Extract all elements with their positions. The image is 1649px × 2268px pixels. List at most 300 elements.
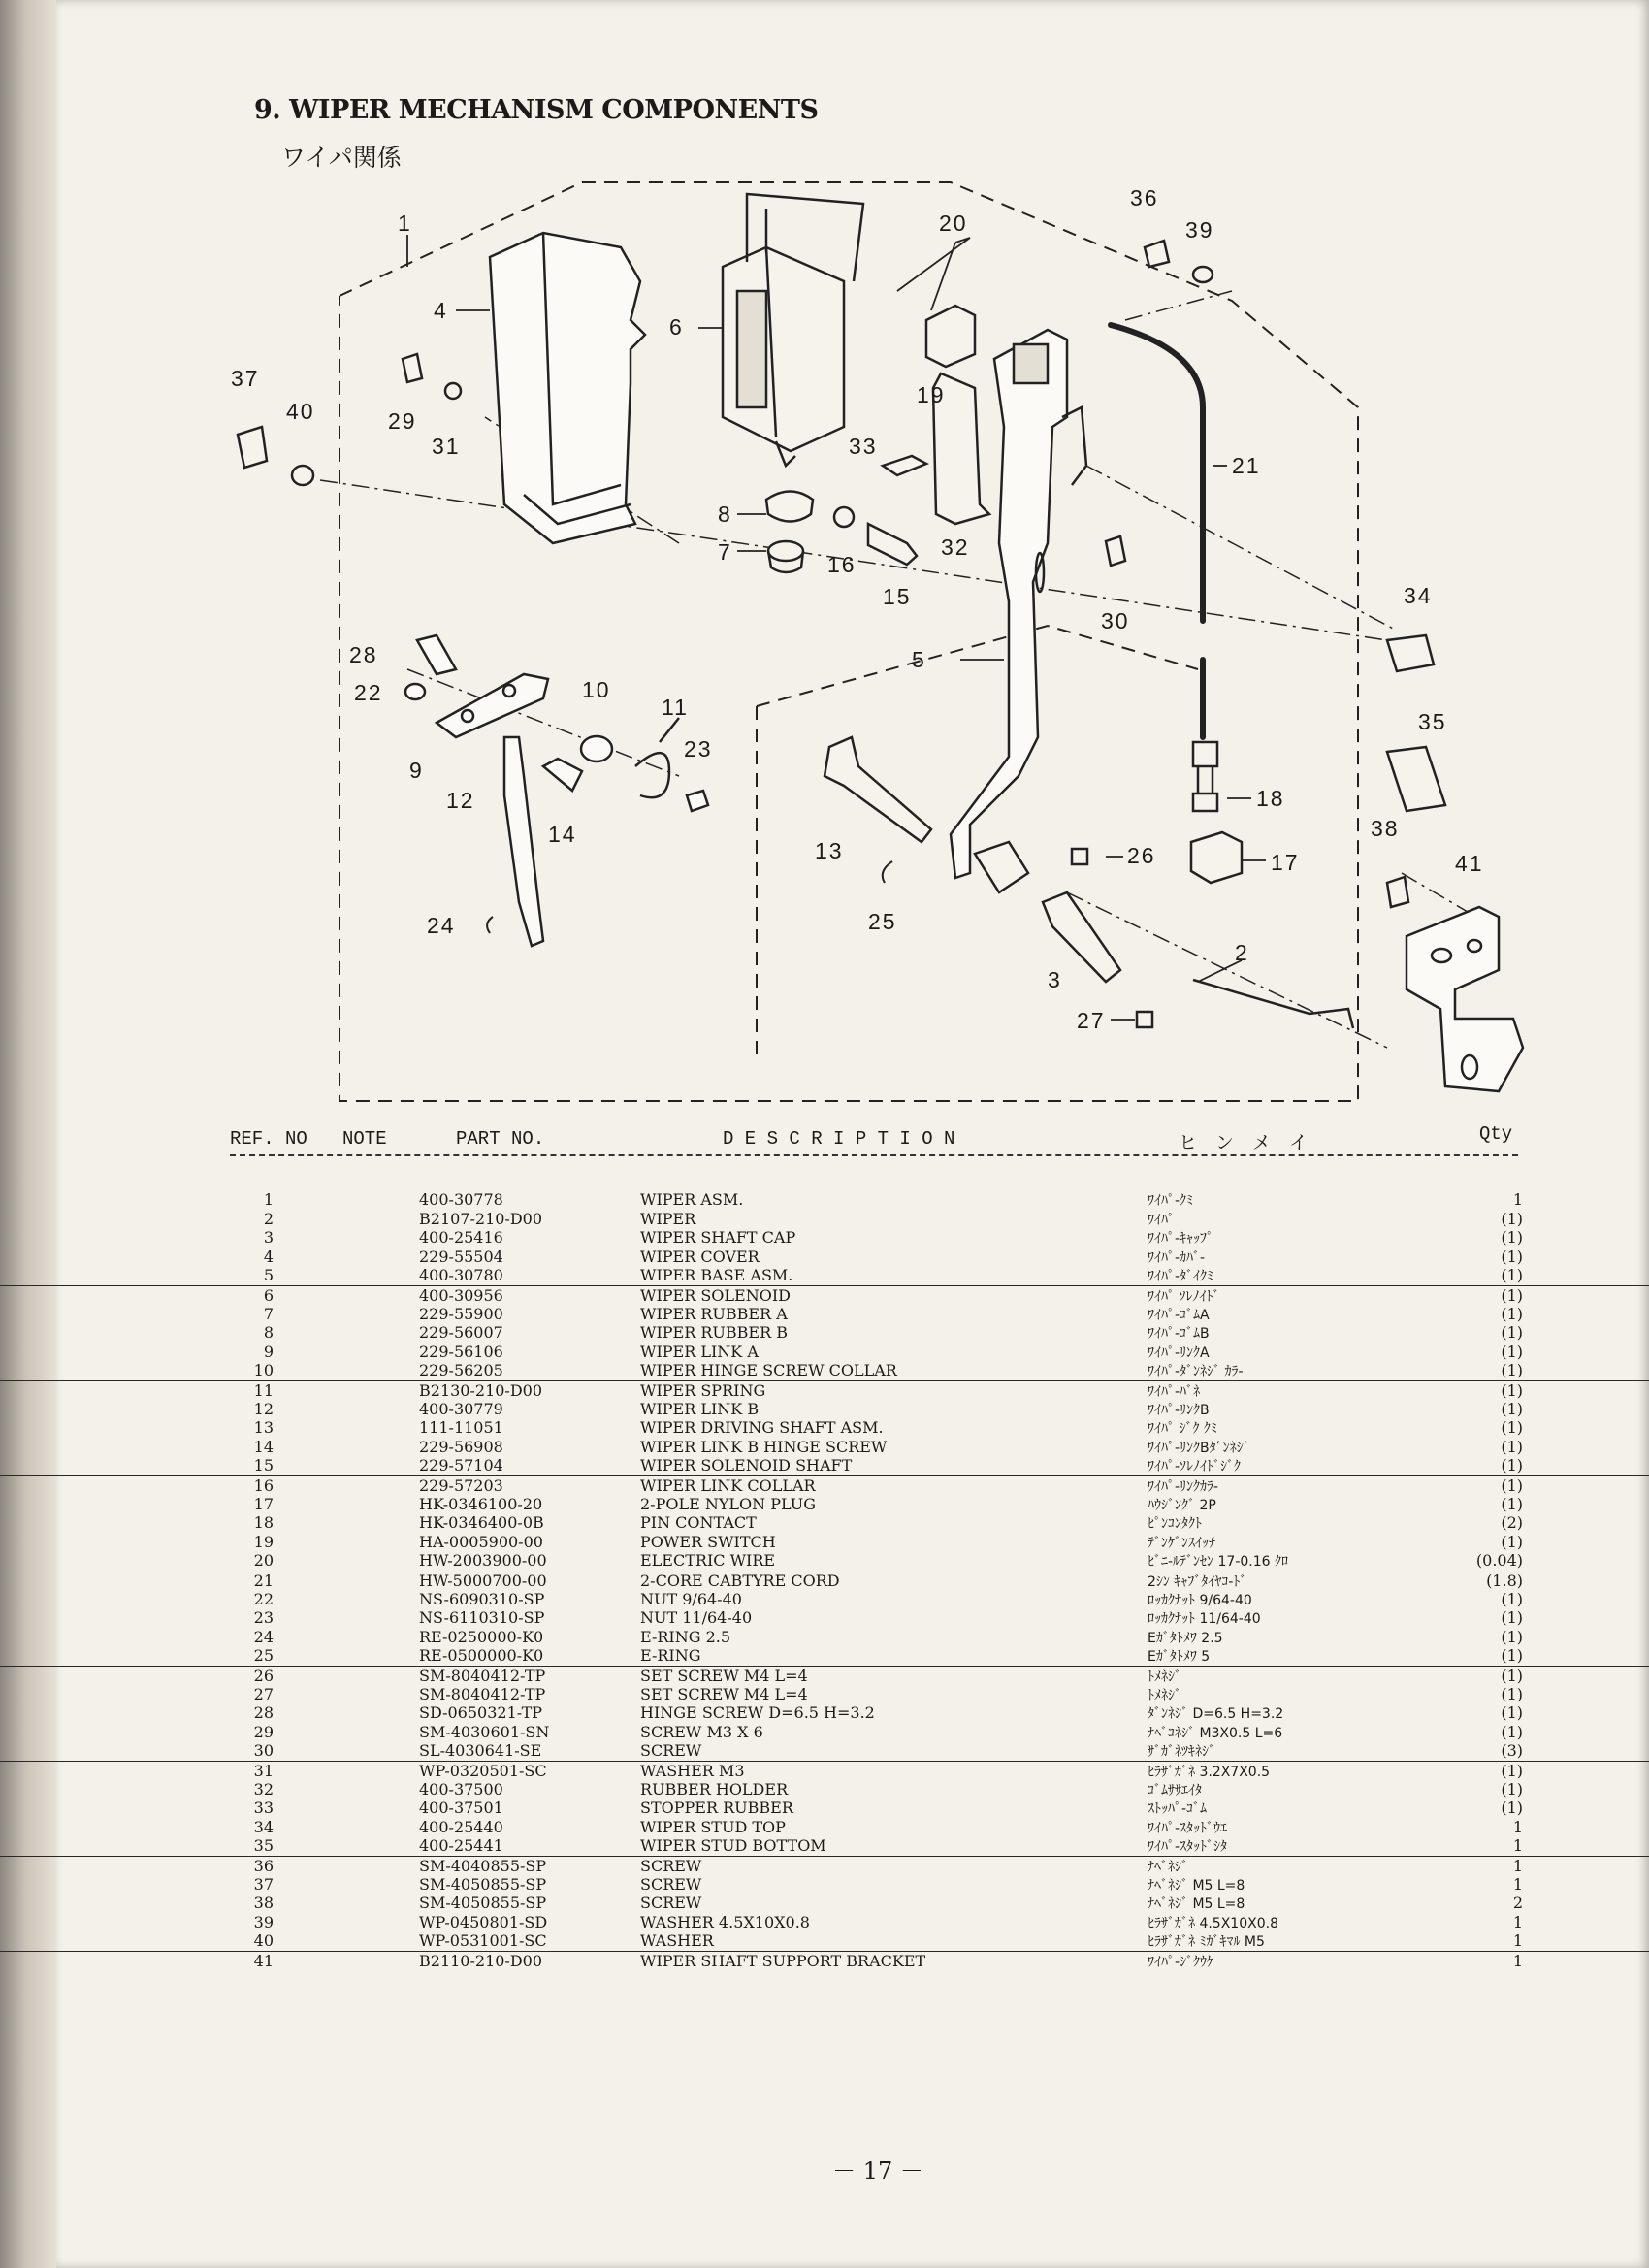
callout-14: 14 bbox=[548, 822, 577, 847]
ref-cell: 32 bbox=[253, 1779, 274, 1798]
qty-cell: (1) bbox=[1501, 1323, 1523, 1343]
stopper-rubber-part bbox=[883, 456, 926, 475]
table-row bbox=[0, 1400, 1649, 1419]
description-cell: WIPER BASE ASM. bbox=[640, 1266, 793, 1285]
kana-name-cell: ﾋﾟﾝｺﾝﾀｸﾄ bbox=[1148, 1516, 1202, 1533]
callout-37: 37 bbox=[231, 366, 260, 391]
wiper-link-a-part bbox=[436, 674, 548, 737]
kana-name-cell: Eｶﾞﾀﾄﾒﾜ 2.5 bbox=[1148, 1630, 1223, 1646]
table-row bbox=[0, 1798, 1649, 1818]
wiper-link-b-hub-part bbox=[975, 842, 1028, 892]
part-number-cell: SM-8040412-TP bbox=[419, 1684, 546, 1703]
callout-11: 11 bbox=[662, 695, 689, 720]
callout-4: 4 bbox=[434, 298, 448, 323]
ref-cell: 34 bbox=[253, 1817, 274, 1836]
description-cell: HINGE SCREW D=6.5 H=3.2 bbox=[640, 1703, 875, 1723]
description-cell: WIPER STUD BOTTOM bbox=[640, 1836, 826, 1856]
table-row bbox=[0, 1894, 1649, 1913]
qty-cell: (1) bbox=[1501, 1342, 1523, 1361]
part-number-cell: 400-25441 bbox=[419, 1836, 503, 1856]
table-row bbox=[0, 1723, 1649, 1742]
callout-40: 40 bbox=[286, 399, 315, 424]
callout-35: 35 bbox=[1418, 709, 1447, 734]
ref-cell: 23 bbox=[253, 1608, 274, 1628]
description-cell: NUT 11/64-40 bbox=[640, 1608, 753, 1628]
description-cell: SCREW bbox=[640, 1874, 702, 1894]
kana-name-cell: ｺﾞﾑｻｻｴｲﾀ bbox=[1148, 1782, 1202, 1798]
callout-36: 36 bbox=[1130, 185, 1159, 211]
ref-cell: 31 bbox=[253, 1762, 274, 1780]
callout-18: 18 bbox=[1256, 786, 1285, 811]
part-number-cell: HK-0346400-0B bbox=[419, 1513, 544, 1533]
part-number-cell: SM-4030601-SN bbox=[419, 1722, 550, 1741]
part-number-cell: HA-0005900-00 bbox=[419, 1532, 543, 1551]
part-number-cell: 400-30780 bbox=[419, 1266, 503, 1285]
ref-cell: 12 bbox=[253, 1399, 274, 1418]
qty-cell: (1) bbox=[1501, 1361, 1523, 1380]
wiper-stud-top-part bbox=[1387, 635, 1434, 671]
qty-cell: (1) bbox=[1501, 1667, 1523, 1685]
callout-30: 30 bbox=[1101, 608, 1130, 633]
table-row bbox=[0, 1418, 1649, 1438]
screw-29-part bbox=[403, 354, 422, 382]
table-row bbox=[0, 1343, 1649, 1362]
kana-name-cell: ﾅﾍﾞﾈｼﾞ bbox=[1148, 1860, 1188, 1875]
qty-cell: (1.8) bbox=[1486, 1571, 1523, 1590]
part-number-cell: 229-57203 bbox=[419, 1476, 503, 1495]
description-cell: SET SCREW M4 L=4 bbox=[640, 1684, 808, 1703]
header-rule bbox=[230, 1154, 1518, 1156]
part-number-cell: 400-37501 bbox=[419, 1798, 503, 1818]
table-row bbox=[0, 1608, 1649, 1628]
description-cell: NUT 9/64-40 bbox=[640, 1589, 742, 1608]
kana-name-cell: ﾛｯｶｸﾅｯﾄ 11/64-40 bbox=[1148, 1611, 1261, 1628]
screw-37-part bbox=[238, 427, 267, 468]
kana-name-cell: ﾅﾍﾞﾈｼﾞ M5 L=8 bbox=[1148, 1896, 1245, 1913]
part-number-cell: 400-30778 bbox=[419, 1190, 503, 1209]
description-cell: WIPER DRIVING SHAFT ASM. bbox=[640, 1418, 884, 1438]
qty-cell: (1) bbox=[1501, 1532, 1523, 1551]
kana-name-cell: ｽﾄｯﾊﾟ-ｺﾞﾑ bbox=[1148, 1801, 1208, 1818]
kana-name-cell: ﾜｲﾊﾟ-ﾘﾝｸｶﾗ- bbox=[1148, 1479, 1219, 1495]
ref-cell: 36 bbox=[253, 1857, 274, 1875]
callout-1: 1 bbox=[398, 211, 412, 236]
kana-name-cell: ﾃﾞﾝｹﾞﾝｽｲｯﾁ bbox=[1148, 1535, 1215, 1551]
ref-cell: 37 bbox=[253, 1874, 274, 1894]
kana-name-cell: ﾊｳｼﾞﾝｸﾞ 2P bbox=[1148, 1497, 1216, 1513]
description-cell: E-RING bbox=[640, 1646, 701, 1666]
col-header-description: D E S C R I P T I O N bbox=[723, 1128, 955, 1150]
table-row bbox=[0, 1703, 1649, 1723]
part-number-cell: SM-4050855-SP bbox=[419, 1874, 547, 1894]
kana-name-cell: ﾜｲﾊﾟ-ｽﾀｯﾄﾞｳｴ bbox=[1148, 1820, 1228, 1836]
table-row bbox=[0, 1210, 1649, 1229]
description-cell: WIPER SPRING bbox=[640, 1381, 766, 1400]
qty-cell: 1 bbox=[1512, 1836, 1523, 1856]
hinge-screw-part bbox=[417, 635, 456, 674]
callout-8: 8 bbox=[718, 502, 732, 527]
hinge-screw-collar-part bbox=[581, 736, 612, 761]
kana-name-cell: ﾜｲﾊﾟ-ｶﾊﾞ- bbox=[1148, 1249, 1206, 1266]
table-row bbox=[0, 1266, 1649, 1285]
ref-cell: 28 bbox=[253, 1703, 274, 1723]
callout-33: 33 bbox=[849, 434, 878, 459]
kana-name-cell: ﾜｲﾊﾟ-ﾘﾝｸB bbox=[1148, 1402, 1210, 1418]
driving-shaft-part bbox=[824, 737, 931, 842]
qty-cell: 1 bbox=[1512, 1931, 1523, 1951]
part-number-cell: SM-4040855-SP bbox=[419, 1857, 547, 1875]
qty-cell: (1) bbox=[1501, 1627, 1523, 1646]
description-cell: SCREW bbox=[640, 1894, 702, 1913]
sub-boundary bbox=[757, 626, 1198, 706]
table-row bbox=[0, 1228, 1649, 1247]
ref-cell: 18 bbox=[253, 1513, 274, 1533]
table-row bbox=[0, 1741, 1649, 1761]
table-row bbox=[0, 1361, 1649, 1380]
table-row bbox=[0, 1551, 1649, 1571]
description-cell: WIPER SHAFT CAP bbox=[640, 1228, 796, 1247]
ref-cell: 5 bbox=[263, 1266, 274, 1285]
qty-cell: (0.04) bbox=[1475, 1551, 1523, 1571]
part-number-cell: 229-56106 bbox=[419, 1342, 503, 1361]
kana-name-cell: ﾜｲﾊﾟ-ﾊﾞﾈ bbox=[1148, 1384, 1201, 1400]
qty-cell: (1) bbox=[1501, 1703, 1523, 1723]
part-number-cell: RE-0250000-K0 bbox=[419, 1627, 544, 1646]
table-row bbox=[0, 1931, 1649, 1951]
qty-cell: (1) bbox=[1501, 1381, 1523, 1400]
table-row bbox=[0, 1590, 1649, 1609]
table-row bbox=[0, 1323, 1649, 1343]
ref-cell: 4 bbox=[263, 1247, 274, 1266]
nut-part bbox=[405, 684, 425, 699]
ref-cell: 2 bbox=[263, 1209, 274, 1228]
table-row bbox=[0, 1438, 1649, 1457]
table-row bbox=[0, 1533, 1649, 1552]
part-number-cell: SM-4050855-SP bbox=[419, 1894, 547, 1913]
kana-name-cell: ﾜｲﾊﾟ-ｿﾚﾉｲﾄﾞｼﾞｸ bbox=[1148, 1459, 1242, 1475]
wiper-cover-part bbox=[490, 233, 645, 543]
ref-cell: 35 bbox=[253, 1836, 274, 1856]
description-cell: SCREW M3 X 6 bbox=[640, 1722, 763, 1741]
qty-cell: (1) bbox=[1501, 1779, 1523, 1798]
ref-cell: 27 bbox=[253, 1684, 274, 1703]
kana-name-cell: ﾋﾗｻﾞｶﾞﾈ 4.5X10X0.8 bbox=[1148, 1915, 1278, 1931]
qty-cell: (1) bbox=[1501, 1399, 1523, 1418]
description-cell: WASHER bbox=[640, 1931, 714, 1951]
callout-24: 24 bbox=[427, 913, 456, 938]
ref-cell: 29 bbox=[253, 1722, 274, 1741]
table-row bbox=[0, 1628, 1649, 1647]
callout-41: 41 bbox=[1455, 851, 1484, 876]
kana-name-cell: ﾜｲﾊﾟ ｿﾚﾉｲﾄﾞ bbox=[1148, 1289, 1220, 1305]
col-header-part: PART NO. bbox=[456, 1128, 545, 1150]
kana-name-cell: ﾋﾗｻﾞｶﾞﾈ ﾐｶﾞｷﾏﾙ M5 bbox=[1148, 1934, 1265, 1951]
part-number-cell: 229-55900 bbox=[419, 1304, 503, 1323]
table-row bbox=[0, 1685, 1649, 1704]
table-row bbox=[0, 1190, 1649, 1210]
washer-40-part bbox=[292, 466, 313, 485]
part-number-cell: HK-0346100-20 bbox=[419, 1494, 543, 1513]
qty-cell: (3) bbox=[1501, 1741, 1523, 1761]
ref-cell: 20 bbox=[253, 1551, 274, 1571]
callout-20: 20 bbox=[939, 211, 968, 236]
ref-cell: 3 bbox=[263, 1228, 274, 1247]
callout-23: 23 bbox=[684, 736, 713, 761]
qty-cell: (1) bbox=[1501, 1762, 1523, 1780]
part-number-cell: B2130-210-D00 bbox=[419, 1381, 543, 1400]
description-cell: WIPER RUBBER A bbox=[640, 1304, 788, 1323]
ref-cell: 8 bbox=[263, 1323, 274, 1343]
qty-cell: (1) bbox=[1501, 1798, 1523, 1818]
table-row bbox=[0, 1836, 1649, 1856]
description-cell: WIPER SOLENOID SHAFT bbox=[640, 1456, 853, 1475]
kana-name-cell: ﾋﾞﾆ-ﾙﾃﾞﾝｾﾝ 17-0.16 ｸﾛ bbox=[1148, 1554, 1288, 1571]
link-collar-part bbox=[834, 507, 854, 527]
kana-name-cell: ﾜｲﾊﾟ-ﾀﾞﾝﾈｼﾞ ｶﾗ- bbox=[1148, 1364, 1244, 1380]
kana-name-cell: ﾋﾗｻﾞｶﾞﾈ 3.2X7X0.5 bbox=[1148, 1765, 1271, 1780]
col-header-qty: Qty bbox=[1479, 1123, 1513, 1145]
pin-contact-part bbox=[1193, 794, 1217, 811]
ref-cell: 25 bbox=[253, 1646, 274, 1666]
ref-cell: 7 bbox=[263, 1304, 274, 1323]
ref-cell: 21 bbox=[253, 1571, 274, 1590]
table-row bbox=[0, 1247, 1649, 1267]
part-number-cell: 229-55504 bbox=[419, 1247, 503, 1266]
callout-17: 17 bbox=[1271, 850, 1300, 875]
wiper-wire-part bbox=[1193, 980, 1353, 1028]
qty-cell: (1) bbox=[1501, 1722, 1523, 1741]
qty-cell: (2) bbox=[1501, 1513, 1523, 1533]
table-row bbox=[0, 1913, 1649, 1932]
link-b-hinge-screw-part bbox=[543, 759, 582, 791]
part-number-cell: SL-4030641-SE bbox=[419, 1741, 542, 1761]
kana-name-cell: ﾜｲﾊﾟ-ｽﾀｯﾄﾞｼﾀ bbox=[1148, 1839, 1228, 1856]
table-row bbox=[0, 1475, 1649, 1496]
kana-name-cell: ﾄﾒﾈｼﾞ bbox=[1148, 1669, 1181, 1685]
callout-9: 9 bbox=[409, 758, 424, 783]
table-row bbox=[0, 1646, 1649, 1666]
ref-cell: 33 bbox=[253, 1798, 274, 1818]
callout-28: 28 bbox=[349, 642, 378, 667]
part-number-cell: 229-56007 bbox=[419, 1323, 503, 1343]
ref-cell: 41 bbox=[253, 1952, 274, 1970]
part-number-cell: 400-37500 bbox=[419, 1779, 503, 1798]
callout-2: 2 bbox=[1235, 940, 1249, 965]
table-row bbox=[0, 1285, 1649, 1306]
ref-cell: 11 bbox=[253, 1381, 274, 1400]
callout-13: 13 bbox=[815, 838, 844, 863]
description-cell: WIPER bbox=[640, 1209, 696, 1228]
qty-cell: (1) bbox=[1501, 1589, 1523, 1608]
ref-cell: 16 bbox=[253, 1476, 274, 1495]
callout-31: 31 bbox=[432, 434, 461, 459]
qty-cell: 2 bbox=[1512, 1894, 1523, 1913]
callout-21: 21 bbox=[1232, 453, 1261, 478]
qty-cell: (1) bbox=[1501, 1228, 1523, 1247]
screw-38-part bbox=[1387, 877, 1408, 907]
kana-name-cell: ﾀﾞﾝﾈｼﾞ D=6.5 H=3.2 bbox=[1148, 1706, 1284, 1723]
callout-10: 10 bbox=[582, 677, 611, 702]
ref-cell: 40 bbox=[253, 1931, 274, 1951]
kana-name-cell: ﾜｲﾊﾟ-ﾀﾞｲｸﾐ bbox=[1148, 1269, 1214, 1285]
qty-cell: (1) bbox=[1501, 1437, 1523, 1456]
description-cell: WIPER STUD TOP bbox=[640, 1817, 786, 1836]
part-number-cell: NS-6090310-SP bbox=[419, 1589, 545, 1608]
part-number-cell: 111-11051 bbox=[419, 1418, 503, 1438]
ref-cell: 17 bbox=[253, 1494, 274, 1513]
ref-cell: 10 bbox=[253, 1361, 274, 1380]
ref-cell: 6 bbox=[263, 1286, 274, 1305]
kana-name-cell: ﾜｲﾊﾟ-ｺﾞﾑB bbox=[1148, 1326, 1210, 1343]
kana-name-cell: ﾜｲﾊﾟ-ｺﾞﾑA bbox=[1148, 1307, 1210, 1323]
table-row bbox=[0, 1495, 1649, 1514]
kana-name-cell: ﾜｲﾊﾟ-ﾘﾝｸA bbox=[1148, 1345, 1210, 1361]
washer-39-part bbox=[1193, 267, 1212, 282]
cabtyre-cord-part bbox=[1111, 325, 1203, 737]
wiper-stud-bottom-part bbox=[1387, 747, 1445, 811]
part-number-cell: HW-5000700-00 bbox=[419, 1571, 547, 1590]
description-cell: SCREW bbox=[640, 1857, 702, 1875]
rubber-a-part bbox=[768, 541, 803, 561]
part-number-cell: WP-0320501-SC bbox=[419, 1762, 547, 1780]
qty-cell: 1 bbox=[1512, 1190, 1523, 1209]
section-subtitle: ワイパ関係 bbox=[281, 144, 402, 172]
description-cell: SCREW bbox=[640, 1741, 702, 1761]
ref-cell: 22 bbox=[253, 1589, 274, 1608]
callout-32: 32 bbox=[941, 535, 970, 560]
part-number-cell: 400-30779 bbox=[419, 1399, 503, 1418]
callout-29: 29 bbox=[388, 408, 417, 434]
col-header-ref: REF. NO bbox=[230, 1128, 307, 1150]
washer-31-part bbox=[445, 383, 461, 399]
description-cell: WIPER SHAFT SUPPORT BRACKET bbox=[640, 1952, 926, 1970]
section-title: 9. WIPER MECHANISM COMPONENTS bbox=[254, 95, 819, 125]
kana-name-cell: ﾅﾍﾞﾈｼﾞ M5 L=8 bbox=[1148, 1877, 1245, 1894]
description-cell: WASHER M3 bbox=[640, 1762, 745, 1780]
qty-cell: (1) bbox=[1501, 1209, 1523, 1228]
kana-name-cell: ﾜｲﾊﾟ-ｼﾞｸｳｹ bbox=[1148, 1955, 1214, 1970]
callout-22: 22 bbox=[354, 680, 383, 705]
part-number-cell: SM-8040412-TP bbox=[419, 1667, 546, 1685]
part-number-cell: B2110-210-D00 bbox=[419, 1952, 543, 1970]
ref-cell: 14 bbox=[253, 1437, 274, 1456]
qty-cell: 1 bbox=[1512, 1952, 1523, 1970]
table-row bbox=[0, 1456, 1649, 1475]
table-row bbox=[0, 1666, 1649, 1686]
kana-name-cell: ﾅﾍﾞｺﾈｼﾞ M3X0.5 L=6 bbox=[1148, 1725, 1283, 1741]
callout-5: 5 bbox=[912, 647, 926, 672]
part-number-cell: NS-6110310-SP bbox=[419, 1608, 545, 1628]
exploded-parts-diagram bbox=[0, 0, 1649, 1125]
table-row bbox=[0, 1305, 1649, 1324]
description-cell: WIPER COVER bbox=[640, 1247, 760, 1266]
part-number-cell: WP-0450801-SD bbox=[419, 1912, 548, 1931]
qty-cell: (1) bbox=[1501, 1418, 1523, 1438]
set-screw-top-part bbox=[1072, 849, 1087, 864]
ref-cell: 13 bbox=[253, 1418, 274, 1438]
description-cell: WIPER LINK B HINGE SCREW bbox=[640, 1437, 888, 1456]
nut-11-part bbox=[687, 791, 708, 811]
qty-cell: (1) bbox=[1501, 1456, 1523, 1475]
ref-cell: 1 bbox=[263, 1190, 274, 1209]
description-cell: WASHER 4.5X10X0.8 bbox=[640, 1912, 810, 1931]
table-row bbox=[0, 1875, 1649, 1895]
ref-cell: 39 bbox=[253, 1912, 274, 1931]
callout-16: 16 bbox=[827, 552, 857, 577]
table-row bbox=[0, 1780, 1649, 1799]
callout-7: 7 bbox=[718, 539, 732, 565]
wiper-link-b-part bbox=[504, 737, 543, 946]
assembly-boundary bbox=[340, 182, 1358, 1101]
col-header-note: NOTE bbox=[342, 1128, 387, 1150]
description-cell: ELECTRIC WIRE bbox=[640, 1551, 776, 1571]
description-cell: 2-POLE NYLON PLUG bbox=[640, 1494, 817, 1513]
wiper-spring-part bbox=[635, 718, 679, 797]
description-cell: WIPER RUBBER B bbox=[640, 1323, 788, 1343]
description-cell: PIN CONTACT bbox=[640, 1513, 757, 1533]
part-number-cell: 400-25416 bbox=[419, 1228, 503, 1247]
qty-cell: (1) bbox=[1501, 1247, 1523, 1266]
ref-cell: 26 bbox=[253, 1667, 274, 1685]
table-row bbox=[0, 1951, 1649, 1971]
description-cell: 2-CORE CABTYRE CORD bbox=[640, 1571, 840, 1590]
e-ring-24-part bbox=[487, 917, 493, 933]
part-number-cell: 229-56908 bbox=[419, 1437, 503, 1456]
part-number-cell: B2107-210-D00 bbox=[419, 1209, 543, 1228]
kana-name-cell: ﾜｲﾊﾟ ｼﾞｸ ｸﾐ bbox=[1148, 1421, 1217, 1438]
kana-name-cell: ﾜｲﾊﾟ-ﾘﾝｸBﾀﾞﾝﾈｼﾞ bbox=[1148, 1440, 1250, 1456]
callout-25: 25 bbox=[868, 909, 897, 934]
callout-27: 27 bbox=[1077, 1008, 1106, 1033]
kana-name-cell: ﾜｲﾊﾟ bbox=[1148, 1212, 1175, 1228]
qty-cell: 1 bbox=[1512, 1874, 1523, 1894]
qty-cell: (1) bbox=[1501, 1266, 1523, 1285]
callout-19: 19 bbox=[917, 382, 946, 407]
table-row bbox=[0, 1856, 1649, 1876]
table-row bbox=[0, 1761, 1649, 1781]
ref-cell: 38 bbox=[253, 1894, 274, 1913]
ref-cell: 15 bbox=[253, 1456, 274, 1475]
description-cell: WIPER SOLENOID bbox=[640, 1286, 791, 1305]
qty-cell: (1) bbox=[1501, 1684, 1523, 1703]
kana-name-cell: ﾛｯｶｸﾅｯﾄ 9/64-40 bbox=[1148, 1592, 1252, 1608]
part-number-cell: RE-0500000-K0 bbox=[419, 1646, 544, 1666]
part-number-cell: 229-57104 bbox=[419, 1456, 503, 1475]
ref-cell: 30 bbox=[253, 1741, 274, 1761]
callout-15: 15 bbox=[883, 584, 912, 609]
qty-cell: (1) bbox=[1501, 1608, 1523, 1628]
e-ring-25-part bbox=[883, 861, 892, 883]
ref-cell: 24 bbox=[253, 1627, 274, 1646]
table-row bbox=[0, 1571, 1649, 1591]
kana-name-cell: ﾄﾒﾈｼﾞ bbox=[1148, 1687, 1181, 1703]
screw-30-part bbox=[1106, 536, 1125, 566]
description-cell: WIPER LINK B bbox=[640, 1399, 760, 1418]
callout-6: 6 bbox=[669, 314, 684, 340]
solenoid-part bbox=[723, 194, 863, 466]
table-row bbox=[0, 1380, 1649, 1401]
kana-name-cell: 2ｼﾝ ｷｬﾌﾞﾀｲﾔｺ-ﾄﾞ bbox=[1148, 1574, 1247, 1590]
callout-39: 39 bbox=[1185, 217, 1214, 243]
ref-cell: 19 bbox=[253, 1532, 274, 1551]
part-number-cell: 229-56205 bbox=[419, 1361, 503, 1380]
description-cell: SET SCREW M4 L=4 bbox=[640, 1667, 808, 1685]
screw-36-part bbox=[1145, 241, 1169, 267]
callout-26: 26 bbox=[1127, 843, 1156, 868]
qty-cell: (1) bbox=[1501, 1304, 1523, 1323]
table-row bbox=[0, 1818, 1649, 1837]
part-number-cell: 400-30956 bbox=[419, 1286, 503, 1305]
